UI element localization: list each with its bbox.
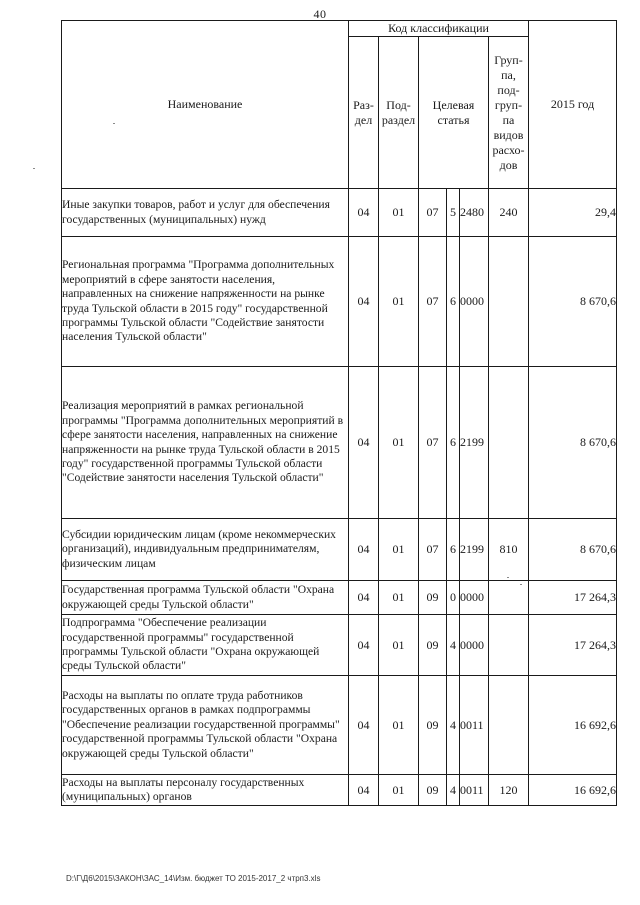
row-target-program: 09 [419, 615, 447, 676]
table-row [62, 676, 617, 775]
header-target-item: Целевая статья [419, 37, 489, 189]
row-target-program: 07 [419, 519, 447, 581]
row-target-direction: 0000 [460, 237, 489, 367]
row-target-program: 07 [419, 189, 447, 237]
scan-speck [113, 123, 115, 124]
row-razdel: 04 [349, 676, 379, 775]
row-name: Субсидии юридическим лицам (кроме некоммерческих организаций), индивидуальным предпринимателям, физическим лицам [62, 519, 349, 581]
page-number: 40 [313, 7, 327, 21]
header-name: Наименование [62, 21, 349, 189]
row-target-subprogram: 6 [447, 237, 460, 367]
row-podrazdel: 01 [379, 615, 419, 676]
row-name: Реализация мероприятий в рамках региональной программы "Программа дополнительных мероприятий в сфере занятости населения, направленных на снижение напряженности на рынке труда Тульской области в 2015 году" государственной программы Тульской области "Содействие занятости населения Тульской области" [62, 367, 349, 519]
row-target-direction: 0011 [460, 775, 489, 806]
budget-table [61, 20, 617, 806]
row-amount: 8 670,6 [529, 237, 617, 367]
row-razdel: 04 [349, 615, 379, 676]
row-amount: 16 692,6 [529, 676, 617, 775]
table-row [62, 581, 617, 615]
row-expense-type: 240 [489, 189, 529, 237]
row-target-subprogram: 6 [447, 519, 460, 581]
row-podrazdel: 01 [379, 189, 419, 237]
row-name: Региональная программа "Программа дополнительных мероприятий в сфере занятости населения, направленных на снижение напряженности на рынке труда Тульской области в 2015 году" государственной программы Тульской области "Содействие занятости населения Тульской области" [62, 237, 349, 367]
row-target-direction: 0000 [460, 615, 489, 676]
file-path-footer: D:\Г\Д6\2015\ЗАКОН\ЗАС_14\Изм. бюджет ТО 2015-2017_2 чтрп3.xls [66, 874, 321, 883]
row-name: Подпрограмма "Обеспечение реализации государственной программы" государственной программы Тульской области "Охрана окружающей среды Тульской области" [62, 615, 349, 676]
table-row [62, 615, 617, 676]
row-target-subprogram: 4 [447, 775, 460, 806]
header-section: Раз- дел [349, 37, 379, 189]
row-expense-type [489, 676, 529, 775]
row-podrazdel: 01 [379, 775, 419, 806]
row-name: Расходы на выплаты по оплате труда работников государственных органов в рамках подпрограммы "Обеспечение реализации государственной программы" государственной программы Тульской области "Охрана окружающей среды Тульской области" [62, 676, 349, 775]
row-name: Государственная программа Тульской области "Охрана окружающей среды Тульской области" [62, 581, 349, 615]
row-target-subprogram: 5 [447, 189, 460, 237]
table-row [62, 189, 617, 237]
row-razdel: 04 [349, 237, 379, 367]
row-target-direction: 0011 [460, 676, 489, 775]
row-target-program: 09 [419, 676, 447, 775]
row-target-subprogram: 6 [447, 367, 460, 519]
row-amount: 17 264,3 [529, 581, 617, 615]
row-razdel: 04 [349, 189, 379, 237]
table-row [62, 519, 617, 581]
row-target-program: 09 [419, 775, 447, 806]
row-amount: 17 264,3 [529, 615, 617, 676]
row-podrazdel: 01 [379, 519, 419, 581]
row-podrazdel: 01 [379, 237, 419, 367]
row-amount: 8 670,6 [529, 519, 617, 581]
row-expense-type [489, 237, 529, 367]
row-amount: 8 670,6 [529, 367, 617, 519]
row-podrazdel: 01 [379, 367, 419, 519]
row-expense-type [489, 581, 529, 615]
row-razdel: 04 [349, 519, 379, 581]
header-classification-code: Код классификации [349, 21, 529, 37]
row-target-program: 09 [419, 581, 447, 615]
row-target-program: 07 [419, 367, 447, 519]
header-expense-group: Груп- па, под- груп- па видов расхо- дов [489, 37, 529, 189]
row-name: Расходы на выплаты персоналу государственных (муниципальных) органов [62, 775, 349, 806]
row-expense-type [489, 367, 529, 519]
row-podrazdel: 01 [379, 581, 419, 615]
row-target-subprogram: 4 [447, 615, 460, 676]
row-target-direction: 0000 [460, 581, 489, 615]
row-target-subprogram: 4 [447, 676, 460, 775]
row-amount: 16 692,6 [529, 775, 617, 806]
row-target-direction: 2199 [460, 367, 489, 519]
row-expense-type: 810 [489, 519, 529, 581]
row-razdel: 04 [349, 581, 379, 615]
scan-speck [520, 584, 522, 585]
row-name: Иные закупки товаров, работ и услуг для обеспечения государственных (муниципальных) нужд [62, 189, 349, 237]
row-target-subprogram: 0 [447, 581, 460, 615]
row-expense-type [489, 615, 529, 676]
row-razdel: 04 [349, 367, 379, 519]
header-subsection: Под- раздел [379, 37, 419, 189]
row-amount: 29,4 [529, 189, 617, 237]
scan-speck [507, 577, 509, 578]
row-razdel: 04 [349, 775, 379, 806]
row-target-program: 07 [419, 237, 447, 367]
row-expense-type: 120 [489, 775, 529, 806]
header-year: 2015 год [529, 21, 617, 189]
scan-speck [33, 168, 35, 169]
table-row [62, 775, 617, 806]
row-podrazdel: 01 [379, 676, 419, 775]
row-target-direction: 2199 [460, 519, 489, 581]
table-row [62, 367, 617, 519]
row-target-direction: 2480 [460, 189, 489, 237]
table-row [62, 237, 617, 367]
